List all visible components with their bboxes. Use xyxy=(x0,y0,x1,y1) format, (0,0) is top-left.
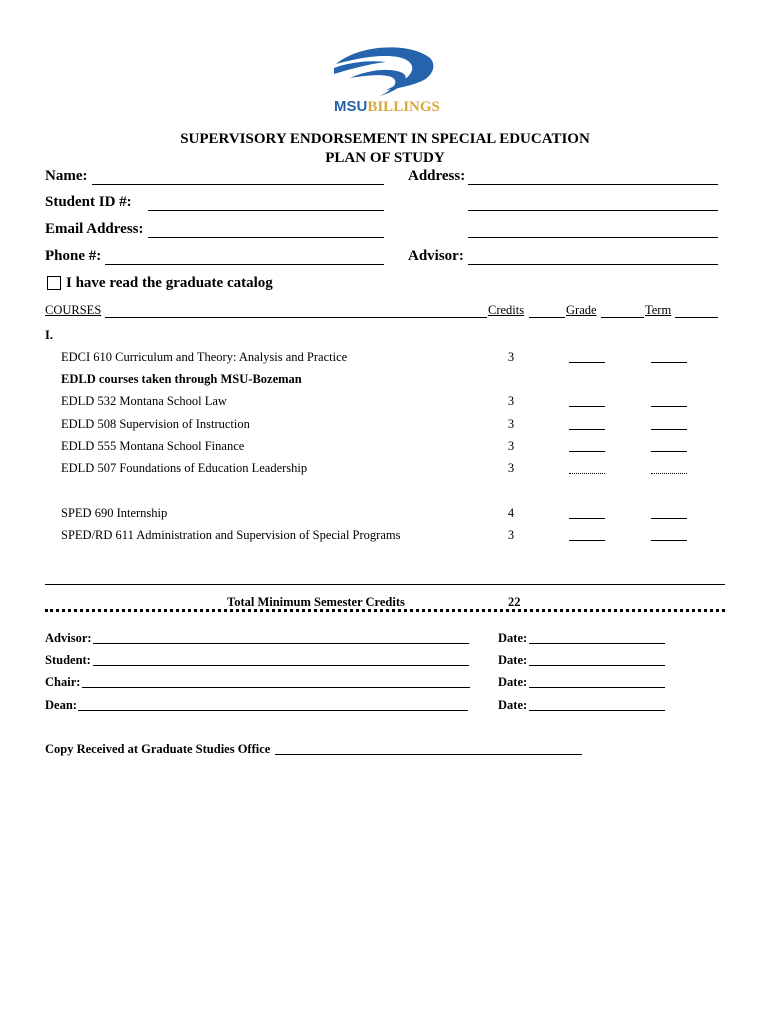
dean-date-label: Date: xyxy=(498,698,528,712)
course-credits: 3 xyxy=(507,528,515,542)
term-field[interactable] xyxy=(651,429,687,430)
catalog-checkbox[interactable] xyxy=(47,276,61,290)
grade-field[interactable] xyxy=(569,473,605,474)
header-underline-term xyxy=(675,317,718,318)
course-credits: 3 xyxy=(507,461,515,475)
name-field[interactable] xyxy=(92,184,384,185)
address-label: Address: xyxy=(408,168,466,184)
copy-received-field[interactable] xyxy=(275,754,582,755)
grade-field[interactable] xyxy=(569,540,605,541)
grade-field[interactable] xyxy=(569,451,605,452)
student-id-field[interactable] xyxy=(148,210,384,211)
chair-signature-field[interactable] xyxy=(82,687,470,688)
email-label: Email Address: xyxy=(45,221,144,237)
page-subtitle: PLAN OF STUDY xyxy=(325,150,445,166)
logo-billings-text: BILLINGS xyxy=(367,99,440,115)
credits-header: Credits xyxy=(488,303,525,317)
term-field[interactable] xyxy=(651,540,687,541)
advisor-signature-field[interactable] xyxy=(93,643,469,644)
course-credits: 3 xyxy=(507,417,515,431)
dean-date-field[interactable] xyxy=(529,710,665,711)
course-name: EDCI 610 Curriculum and Theory: Analysis and Practice xyxy=(61,350,348,364)
course-name: EDLD 508 Supervision of Instruction xyxy=(61,417,250,431)
msu-billings-logo xyxy=(330,44,440,119)
address-field-line2[interactable] xyxy=(468,210,718,211)
grade-field[interactable] xyxy=(569,362,605,363)
header-underline-credits xyxy=(529,317,565,318)
dean-signature-label: Dean: xyxy=(45,698,77,712)
course-credits: 3 xyxy=(507,439,515,453)
name-label: Name: xyxy=(45,168,88,184)
term-field[interactable] xyxy=(651,406,687,407)
totals-top-rule xyxy=(45,584,725,585)
student-signature-label: Student: xyxy=(45,653,91,667)
chair-date-field[interactable] xyxy=(529,687,665,688)
advisor-date-label: Date: xyxy=(498,631,528,645)
grade-header: Grade xyxy=(566,303,597,317)
grade-field[interactable] xyxy=(569,429,605,430)
student-date-field[interactable] xyxy=(529,665,665,666)
total-credits-label: Total Minimum Semester Credits xyxy=(227,595,405,609)
section-number: I. xyxy=(45,328,53,342)
header-underline-grade xyxy=(601,317,644,318)
term-field[interactable] xyxy=(651,473,687,474)
page-title: SUPERVISORY ENDORSEMENT IN SPECIAL EDUCATION xyxy=(180,131,590,147)
advisor-label: Advisor: xyxy=(408,248,464,264)
course-name: EDLD 555 Montana School Finance xyxy=(61,439,245,453)
chair-date-label: Date: xyxy=(498,675,528,689)
phone-field[interactable] xyxy=(105,264,384,265)
term-field[interactable] xyxy=(651,451,687,452)
dean-signature-field[interactable] xyxy=(78,710,468,711)
course-name: EDLD 532 Montana School Law xyxy=(61,394,227,408)
logo-swoosh-icon xyxy=(330,44,440,100)
logo-msu-text: MSU xyxy=(334,98,368,115)
course-subheading: EDLD courses taken through MSU-Bozeman xyxy=(61,372,302,386)
course-name: SPED 690 Internship xyxy=(61,506,168,520)
totals-dotted-rule xyxy=(45,609,725,612)
address-field-line3[interactable] xyxy=(468,237,718,238)
course-credits: 3 xyxy=(507,394,515,408)
term-field[interactable] xyxy=(651,518,687,519)
course-name: SPED/RD 611 Administration and Supervision of Special Programs xyxy=(61,528,401,542)
address-field[interactable] xyxy=(468,184,718,185)
student-id-label: Student ID #: xyxy=(45,194,132,210)
course-credits: 4 xyxy=(507,506,515,520)
email-field[interactable] xyxy=(148,237,384,238)
student-date-label: Date: xyxy=(498,653,528,667)
course-credits: 3 xyxy=(507,350,515,364)
student-signature-field[interactable] xyxy=(93,665,469,666)
advisor-field[interactable] xyxy=(468,264,718,265)
grade-field[interactable] xyxy=(569,518,605,519)
course-name: EDLD 507 Foundations of Education Leadership xyxy=(61,461,308,475)
phone-label: Phone #: xyxy=(45,248,102,264)
grade-field[interactable] xyxy=(569,406,605,407)
header-underline-courses xyxy=(105,317,487,318)
advisor-date-field[interactable] xyxy=(529,643,665,644)
term-field[interactable] xyxy=(651,362,687,363)
advisor-signature-label: Advisor: xyxy=(45,631,92,645)
term-header: Term xyxy=(645,303,672,317)
catalog-checkbox-label: I have read the graduate catalog xyxy=(66,275,273,291)
total-credits-value: 22 xyxy=(508,595,521,609)
copy-received-label: Copy Received at Graduate Studies Office xyxy=(45,742,271,756)
chair-signature-label: Chair: xyxy=(45,675,81,689)
courses-header: COURSES xyxy=(45,303,102,317)
